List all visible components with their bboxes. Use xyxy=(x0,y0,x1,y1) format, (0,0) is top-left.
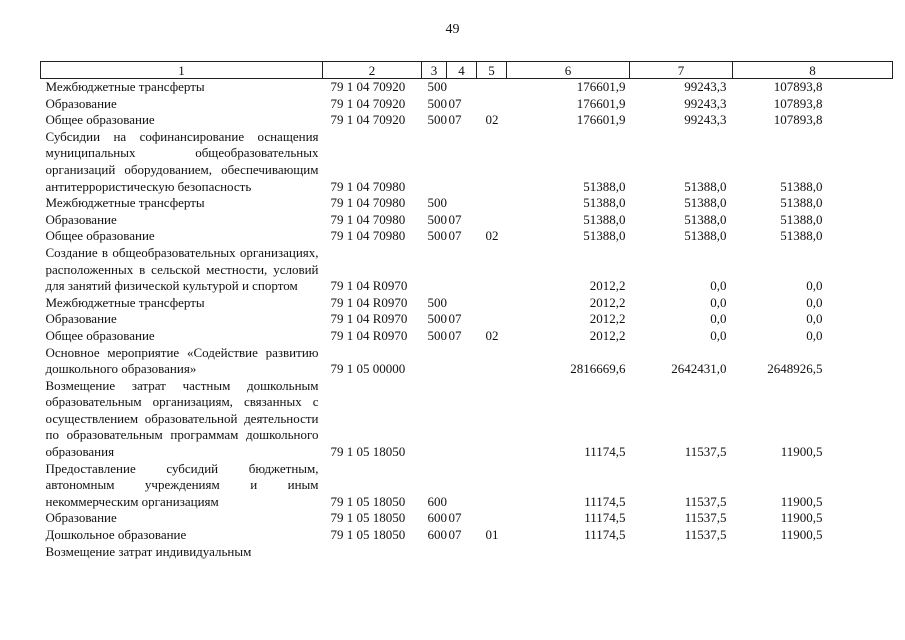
row-code: 79 1 04 70980 xyxy=(330,211,406,227)
row-subsection xyxy=(477,378,507,461)
row-section xyxy=(447,378,477,461)
row-value-col6: 11174,5 xyxy=(584,527,626,543)
row-code: 79 1 05 18050 xyxy=(330,510,406,526)
row-expense-type: 500 xyxy=(427,294,447,310)
row-name: Общее образование xyxy=(45,112,155,128)
row-code: 79 1 05 18050 xyxy=(330,493,406,509)
row-value-col6: 2012,2 xyxy=(589,294,626,310)
row-code: 79 1 04 R0970 xyxy=(330,311,408,327)
row-value-col6: 2012,2 xyxy=(589,327,626,343)
row-name: Возмещение затрат частным дошкольным образовательным организациям, связанных с осуществлением образовательной деятельности по образовательным программам дошкольного образования xyxy=(45,377,319,460)
row-code: 79 1 04 70980 xyxy=(330,195,406,211)
row-expense-type: 500 xyxy=(427,95,447,111)
table-row xyxy=(41,461,893,511)
row-value-col6: 51388,0 xyxy=(583,228,626,244)
row-code: 79 1 04 70920 xyxy=(330,79,406,94)
row-section xyxy=(447,461,477,511)
row-expense-type: 600 xyxy=(427,510,447,526)
row-value-col7: 51388,0 xyxy=(684,211,727,227)
row-expense-type: 500 xyxy=(427,195,447,211)
row-value-col7: 51388,0 xyxy=(684,178,727,194)
row-value-col7: 0,0 xyxy=(710,294,727,310)
row-code xyxy=(323,544,422,561)
row-name: Межбюджетные трансферты xyxy=(45,294,205,310)
row-code: 79 1 05 00000 xyxy=(330,361,406,377)
row-expense-type: 500 xyxy=(427,112,447,128)
column-header: 2 xyxy=(323,62,422,79)
row-value-col8: 11900,5 xyxy=(780,510,823,526)
row-expense-type xyxy=(422,245,447,295)
row-value-col6: 2012,2 xyxy=(589,278,626,294)
table-row xyxy=(41,112,893,129)
row-value-col6: 176601,9 xyxy=(576,112,626,128)
row-section: 07 xyxy=(448,95,462,111)
column-header: 6 xyxy=(507,62,630,79)
row-value-col6: 2012,2 xyxy=(589,311,626,327)
budget-table xyxy=(40,61,893,560)
row-subsection xyxy=(477,195,507,212)
table-row xyxy=(41,245,893,295)
row-value-col8: 0,0 xyxy=(806,327,823,343)
row-subsection: 02 xyxy=(485,327,499,343)
row-name: Образование xyxy=(45,510,117,526)
row-value-col7: 11537,5 xyxy=(684,444,727,460)
row-expense-type: 600 xyxy=(427,527,447,543)
column-header: 8 xyxy=(733,62,893,79)
row-value-col6: 11174,5 xyxy=(584,493,626,509)
row-name: Возмещение затрат индивидуальным xyxy=(45,543,252,559)
row-value-col6: 176601,9 xyxy=(576,79,626,94)
table-row xyxy=(41,195,893,212)
row-code: 79 1 04 70920 xyxy=(330,112,406,128)
row-value-col8: 107893,8 xyxy=(773,79,823,94)
row-value-col8 xyxy=(733,544,893,561)
row-value-col7: 0,0 xyxy=(710,278,727,294)
column-header-row xyxy=(41,62,893,79)
column-header: 3 xyxy=(422,62,447,79)
table-row xyxy=(41,311,893,328)
row-value-col8: 0,0 xyxy=(806,311,823,327)
row-value-col6: 11174,5 xyxy=(584,510,626,526)
row-section: 07 xyxy=(448,211,462,227)
row-value-col7 xyxy=(630,544,733,561)
row-code: 79 1 04 70980 xyxy=(330,178,406,194)
row-code: 79 1 04 70920 xyxy=(330,95,406,111)
row-subsection xyxy=(477,245,507,295)
row-code: 79 1 05 18050 xyxy=(330,444,406,460)
row-value-col8: 51388,0 xyxy=(780,211,823,227)
table-row xyxy=(41,510,893,527)
row-value-col8: 11900,5 xyxy=(780,444,823,460)
row-value-col7: 99243,3 xyxy=(684,112,727,128)
row-expense-type: 500 xyxy=(427,228,447,244)
row-section: 07 xyxy=(448,311,462,327)
row-name: Создание в общеобразовательных организациях, расположенных в сельской местности, условий для занятий физической культурой и спортом xyxy=(45,244,319,294)
row-value-col6: 176601,9 xyxy=(576,95,626,111)
row-expense-type: 500 xyxy=(427,327,447,343)
row-value-col7: 11537,5 xyxy=(684,493,727,509)
row-expense-type: 500 xyxy=(427,311,447,327)
row-subsection xyxy=(477,311,507,328)
row-subsection xyxy=(477,295,507,312)
table-row xyxy=(41,544,893,561)
row-name: Образование xyxy=(45,95,117,111)
row-name: Дошкольное образование xyxy=(45,527,187,543)
row-value-col8: 0,0 xyxy=(806,294,823,310)
row-code: 79 1 04 R0970 xyxy=(330,278,408,294)
row-subsection: 02 xyxy=(485,228,499,244)
row-value-col6: 51388,0 xyxy=(583,211,626,227)
row-subsection: 01 xyxy=(485,527,499,543)
row-expense-type xyxy=(422,345,447,378)
row-code: 79 1 05 18050 xyxy=(330,527,406,543)
row-subsection xyxy=(477,544,507,561)
row-subsection xyxy=(477,510,507,527)
row-section xyxy=(447,295,477,312)
row-section xyxy=(447,245,477,295)
row-expense-type: 600 xyxy=(427,493,447,509)
table-row xyxy=(41,295,893,312)
row-expense-type xyxy=(422,378,447,461)
row-name: Общее образование xyxy=(45,327,155,343)
row-value-col7: 51388,0 xyxy=(684,195,727,211)
row-name: Образование xyxy=(45,211,117,227)
row-value-col6: 51388,0 xyxy=(583,195,626,211)
column-header: 5 xyxy=(477,62,507,79)
row-section: 07 xyxy=(448,327,462,343)
row-section: 07 xyxy=(448,527,462,543)
table-row xyxy=(41,79,893,96)
row-section xyxy=(447,195,477,212)
column-header: 1 xyxy=(41,62,323,79)
table-row xyxy=(41,228,893,245)
row-value-col8: 107893,8 xyxy=(773,112,823,128)
row-section xyxy=(447,345,477,378)
row-code: 79 1 04 R0970 xyxy=(330,327,408,343)
page-number: 49 xyxy=(445,22,460,37)
row-name: Предоставление субсидий бюджетным, автономным учреждениям и иным некоммерческим организациям xyxy=(45,460,319,509)
row-section xyxy=(447,544,477,561)
row-code: 79 1 04 R0970 xyxy=(330,294,408,310)
row-value-col6 xyxy=(507,544,630,561)
row-value-col8: 51388,0 xyxy=(780,178,823,194)
row-value-col6: 2816669,6 xyxy=(570,361,626,377)
row-expense-type xyxy=(422,129,447,195)
row-expense-type: 500 xyxy=(427,211,447,227)
row-value-col6: 11174,5 xyxy=(584,444,626,460)
row-name: Основное мероприятие «Содействие развитию дошкольного образования» xyxy=(45,344,319,377)
table-row xyxy=(41,129,893,195)
column-header: 7 xyxy=(630,62,733,79)
row-section xyxy=(447,129,477,195)
table-row xyxy=(41,378,893,461)
row-value-col7: 99243,3 xyxy=(684,79,727,94)
row-value-col8: 11900,5 xyxy=(780,527,823,543)
row-section: 07 xyxy=(448,112,462,128)
row-value-col7: 2642431,0 xyxy=(671,361,727,377)
table-row xyxy=(41,96,893,113)
table-row xyxy=(41,345,893,378)
row-name: Межбюджетные трансферты xyxy=(45,79,205,94)
row-code: 79 1 04 70980 xyxy=(330,228,406,244)
row-value-col8: 0,0 xyxy=(806,278,823,294)
column-header: 4 xyxy=(447,62,477,79)
row-expense-type: 500 xyxy=(427,79,447,94)
row-value-col7: 0,0 xyxy=(710,327,727,343)
row-name: Образование xyxy=(45,311,117,327)
row-section: 07 xyxy=(448,510,462,526)
table-row xyxy=(41,527,893,544)
row-value-col8: 51388,0 xyxy=(780,195,823,211)
row-value-col8: 107893,8 xyxy=(773,95,823,111)
row-value-col7: 99243,3 xyxy=(684,95,727,111)
row-name: Общее образование xyxy=(45,228,155,244)
row-subsection xyxy=(477,212,507,229)
row-value-col7: 0,0 xyxy=(710,311,727,327)
row-subsection xyxy=(477,79,507,96)
row-section xyxy=(447,79,477,96)
row-value-col8: 51388,0 xyxy=(780,228,823,244)
row-expense-type xyxy=(422,544,447,561)
row-value-col7: 11537,5 xyxy=(684,510,727,526)
row-subsection xyxy=(477,96,507,113)
row-value-col7: 11537,5 xyxy=(684,527,727,543)
table-row xyxy=(41,212,893,229)
row-value-col8: 11900,5 xyxy=(780,493,823,509)
table-row xyxy=(41,328,893,345)
row-subsection xyxy=(477,129,507,195)
row-value-col8: 2648926,5 xyxy=(767,361,823,377)
row-name: Субсидии на софинансирование оснащения муниципальных общеобразовательных организаций оборудованием, обеспечивающим антитеррористическую безопасность xyxy=(45,128,319,194)
row-subsection: 02 xyxy=(485,112,499,128)
row-value-col7: 51388,0 xyxy=(684,228,727,244)
row-subsection xyxy=(477,461,507,511)
row-section: 07 xyxy=(448,228,462,244)
row-name: Межбюджетные трансферты xyxy=(45,195,205,211)
row-value-col6: 51388,0 xyxy=(583,178,626,194)
row-subsection xyxy=(477,345,507,378)
